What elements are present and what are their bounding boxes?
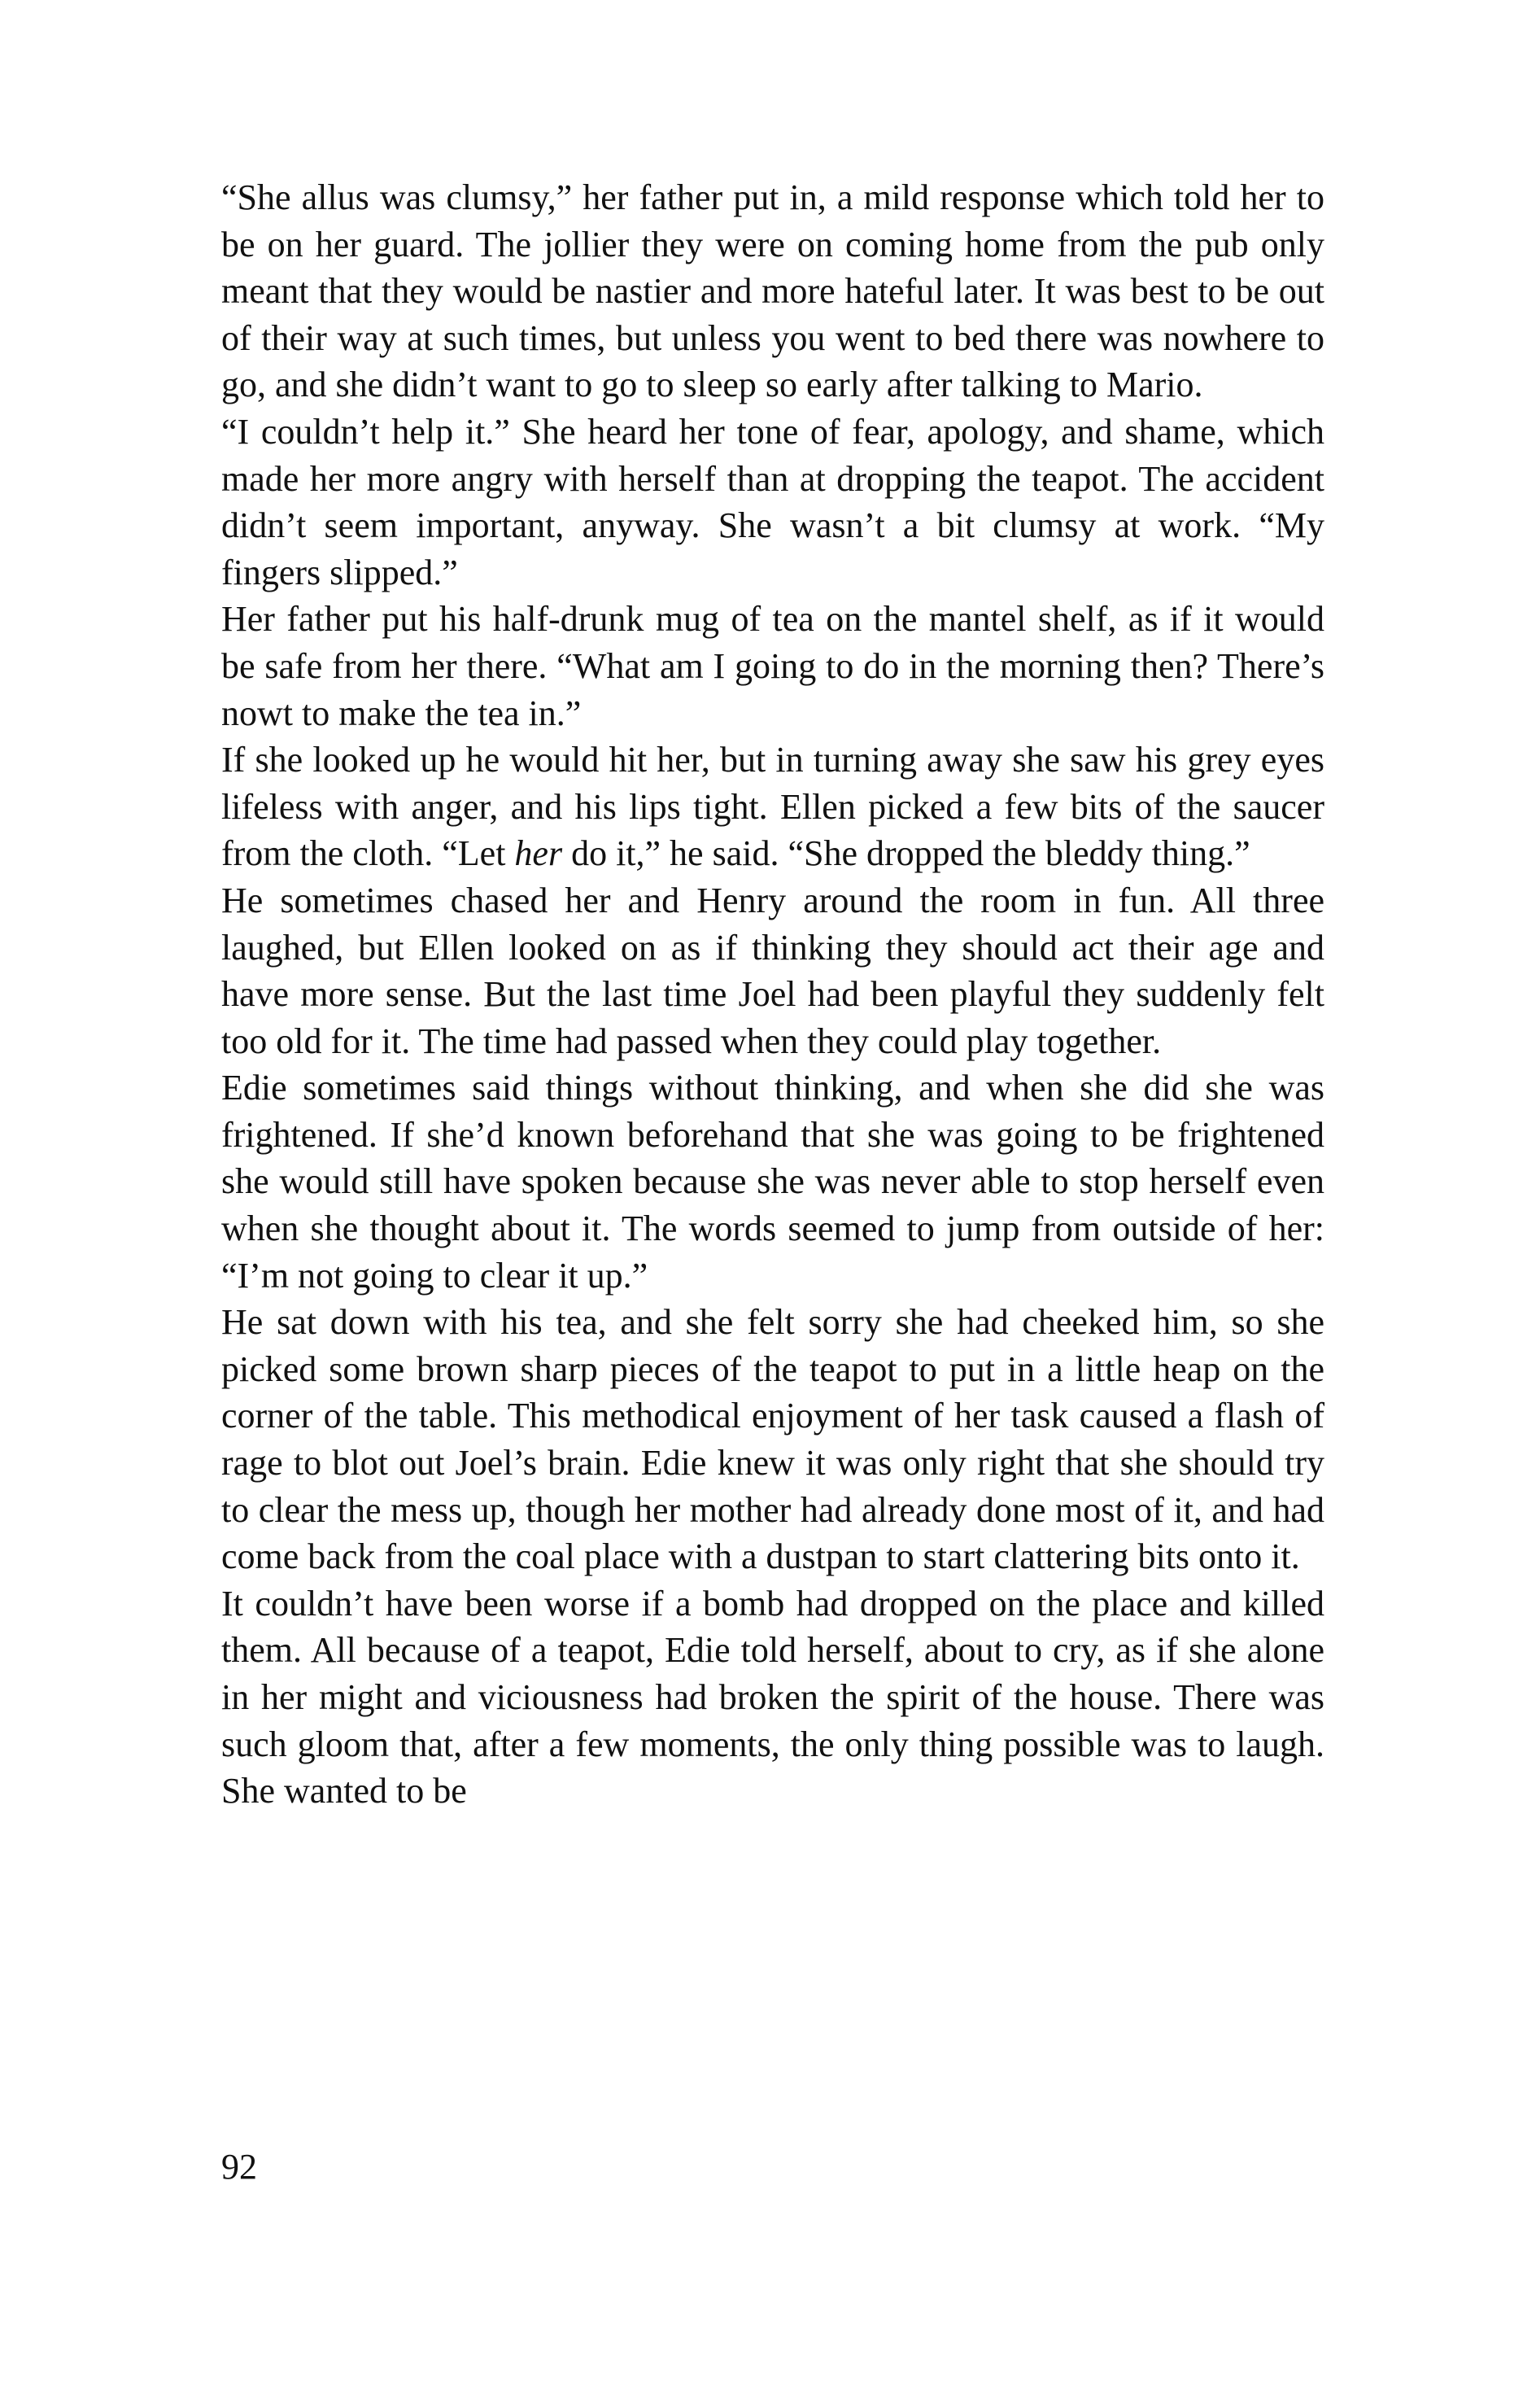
paragraph	[221, 1299, 1324, 1580]
text-run: He sat down with his tea, and she felt sorry she had cheeked him, so she picked some brown sharp pieces of the teapot to put in a little heap on the corner of the table. This methodical enjoyment of her task caused a flash of rage to blot out Joel’s brain. Edie knew it was only right that she should try to clear the mess up, though her mother had already done most of it, and had come back from the coal place with a dustpan to start clattering bits onto it.	[221, 1302, 1324, 1577]
paragraph	[221, 1064, 1324, 1299]
text-run: “She allus was clumsy,” her father put in, a mild response which told her to be on her guard. The jollier they were on coming home from the pub only meant that they would be nastier and more hateful later. It was best to be out of their way at such times, but unless you went to bed there was nowhere to go, and she didn’t want to go to sleep so early after talking to Mario.	[221, 177, 1324, 405]
page-number: 92	[221, 2147, 257, 2187]
text-run: Edie sometimes said things without thinking, and when she did she was frightened. If she’d known beforehand that she was going to be frightened she would still have spoken because she was never able to stop herself even when she thought about it. The words seemed to jump from outside of her: “I’m not going to clear it up.”	[221, 1068, 1324, 1296]
paragraph	[221, 596, 1324, 736]
italic-text: her	[514, 833, 563, 874]
paragraph	[221, 409, 1324, 596]
paragraph	[221, 1580, 1324, 1815]
text-run: “I couldn’t help it.” She heard her tone of fear, apology, and shame, which made her more angry with herself than at dropping the teapot. The accident didn’t seem important, anyway. She wasn’t a bit clumsy at work. “My fingers slipped.”	[221, 411, 1324, 592]
text-run: Her father put his half-drunk mug of tea on the mantel shelf, as if it would be safe from her there. “What am I going to do in the morning then? There’s nowt to make the tea in.”	[221, 599, 1324, 733]
body-text	[221, 174, 1324, 1815]
text-run: If she looked up he would hit her, but in turning away she saw his grey eyes lifeless with anger, and his lips tight. Ellen picked a few bits of the saucer from the cloth. “Let	[221, 740, 1324, 874]
paragraph	[221, 736, 1324, 877]
paragraph	[221, 174, 1324, 409]
text-run: It couldn’t have been worse if a bomb had dropped on the place and killed them. All because of a teapot, Edie told herself, about to cry, as if she alone in her might and viciousness had broken the spirit of the house. There was such gloom that, after a few moments, the only thing possible was to laugh. She wanted to be	[221, 1583, 1324, 1811]
text-run: He sometimes chased her and Henry around the room in fun. All three laughed, but Ellen looked on as if thinking they should act their age and have more sense. But the last time Joel had been playful they suddenly felt too old for it. The time had passed when they could play together.	[221, 880, 1324, 1061]
paragraph	[221, 877, 1324, 1064]
text-run: do it,” he said. “She dropped the bleddy thing.”	[562, 833, 1250, 874]
